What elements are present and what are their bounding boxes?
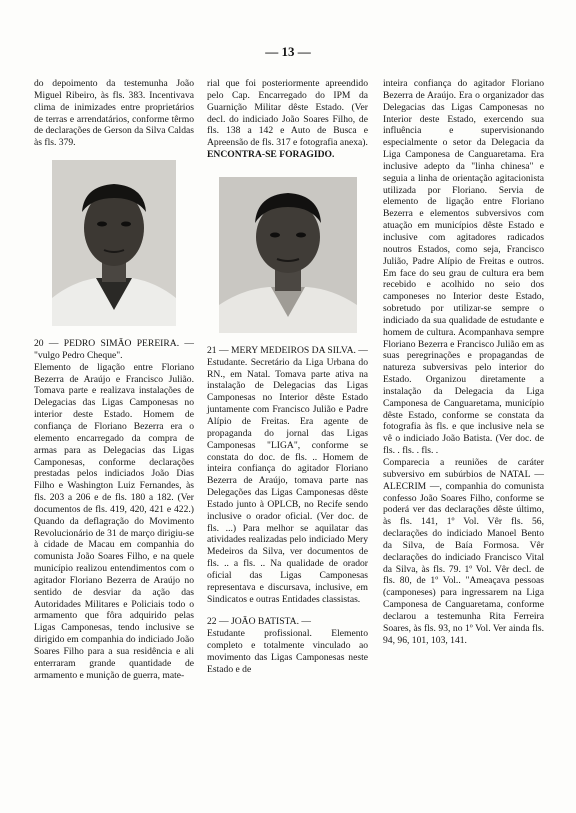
- portrait-photo-1-graphic: [52, 160, 176, 326]
- page-number: — 13 —: [265, 44, 311, 59]
- entry-21-text: Estudante. Secretário da Liga Urbana do RN., em Natal. Tomava parte ativa na instalação de Delegacias das Ligas Camponesas no Interior dêste Estado juntamente com Francisco Julião e Padre Alípio de Freitas. Era agente de propaganda do jornal das Ligas Camponesas "LIGA", conforme se constata do doc. de fls. .. Homem de inteira confiança do agitador Floriano Bezerra de Araújo, tomava parte nas Delegações das Ligas Camponesas dêste Estado junto à OPLCB, no Recife sendo inclusive o orador oficial. (Ver doc. de fls. ...) Para melhor se aquilatar das atividades realizadas pelo indiciado Mery Medeiros da Silva, ver documentos de fls. .. a fls. .. Na qualidade de orador oficial das Ligas Camponesas representava e discursava, inclusive, em Sindicatos e outras Entidades classistas.: [207, 356, 368, 605]
- fugitive-notice: ENCONTRA-SE FORAGIDO.: [207, 149, 335, 161]
- entry-22-heading: 22 — JOÃO BATISTA. —: [207, 616, 311, 628]
- entry-22-text: Estudante profissional. Elemento completo e totalmente vinculado ao movimento das Ligas Camponesas neste Estado e de: [207, 628, 368, 675]
- column-3: [383, 78, 544, 647]
- entry-21-heading: 21 — MERY MEDEIROS DA SILVA. —: [207, 344, 368, 356]
- portrait-photo-icon: [52, 160, 176, 326]
- entry-20-heading: 20 — PEDRO SIMÃO PEREIRA. — "vulgo Pedro Cheque".: [34, 338, 194, 361]
- portrait-photo-2-graphic: [219, 177, 357, 333]
- paragraph-col3-b: Comparecia a reuniões de caráter subversivo em subúrbios de NATAL — ALECRIM —, companhia do comunista confesso João Soares Filho, conforme se poderá ver das declarações dêste último, às fls. 141, 1º Vol. Vêr fls. 56, declarações do indiciado Manoel Bento da Silva, de Baía Formosa. Vêr declarações do indiciado Francisco Vital da Silva, às fls. 79. 1º Vol. Vêr decl. de fls. 80, de 1º Vol.. "Ameaçava pessoas (camponeses) para ingressarem na Liga Camponesa de Canguaretama, conforme declarou a testemunha Rita Ferreira Soares, às fls. 93, no 1º Vol. Ver ainda fls. 94, 96, 101, 103, 141.: [383, 457, 544, 646]
- column-2: [207, 78, 368, 676]
- paragraph-col1-top: do depoimento da testemunha João Miguel Ribeiro, às fls. 383. Incentivava clima de inimizades entre proprietários de terras e arrendatários, conforme têrmo de declarações de Gerson da Silva Caldas às fls. 379.: [34, 78, 194, 149]
- portrait-photo-icon: [219, 177, 357, 333]
- paragraph-col2-top: rial que foi posteriormente apreendido pelo Cap. Encarregado do IPM da Guarnição Militar dêste Estado. (Ver decl. do indiciado João Soares Filho, de fls. 138 a 142 e Auto de Busca e Apreensão de fls. 317 e fotografia anexa).: [207, 78, 368, 149]
- paragraph-col3-a: inteira confiança do agitador Floriano Bezerra de Araújo. Era o organizador das Delegacias das Ligas Camponesas no Interior deste Estado, exercendo sua influência e supervisionando especialmente o setor da Delegacia da Liga Camponesa de Canguaretama. Era inclusive adepto da "linha chinesa" e seguia a linha de orientação agitacionista utilizada por Floriano. Servia de elemento de ligação entre Floriano Bezerra e elementos subversivos com atuação em municípios dêste Estado e inclusive com agitadores radicados noutros Estados, como seja, Francisco Julião, Padre Alípio de Freitas e outros. Em face do seu grau de cultura era bem recebido e acolhido no seio dos camponeses no Interior deste Estado, sobretudo por utilizar-se sempre o indiciado da sua qualidade de estudante e homem de cultura. Acompanhava sempre Floriano Bezerra e Francisco Julião em as suas peregrinações e propagandas de natureza subversivas pelo interior do Estado. Organizou diretamente a instalação da Delegacia da Liga Camponesa de Canguaretama, município dêste Estado, conforme se constata da fotografia às fls. e que inclusive nela se vê o indiciado João Batista. (Ver doc. de fls. . fls. . fls. .: [383, 78, 544, 457]
- entry-20-text: Elemento de ligação entre Floriano Bezerra de Araújo e Francisco Julião. Tomava parte e realizava instalações de Delegacias das Ligas Camponesas no interior deste Estado. Homem de confiança de Floriano Bezerra era o elemento encarregado da compra de armas para as Delegacias das Ligas Camponesas, conforme declarações prestadas pelos indiciados João Dias Filho e Washington Luiz Fernandes, às fls. 203 a 206 e de fls. 180 a 182. (Ver documentos de fls. 419, 420, 421 e 422.) Quando da deflagração do Movimento Revolucionário de 31 de março dirigiu-se à cidade de Macau em companhia do comunista João Soares Filho, e na quele município realizou entendimentos com o agitador Floriano Bezerra de Araújo no sentido de desviar da ação das Autoridades Militares e Policiais todo o armamento que fôra adquirido pelas Ligas Camponesas, tendo inclusive se dirigido em companhia do indiciado João Soares Filho para a sua residência e ali enterraram grande quantidade de armamento e munição de guerra, mate-: [34, 361, 194, 681]
- column-1: [34, 78, 194, 682]
